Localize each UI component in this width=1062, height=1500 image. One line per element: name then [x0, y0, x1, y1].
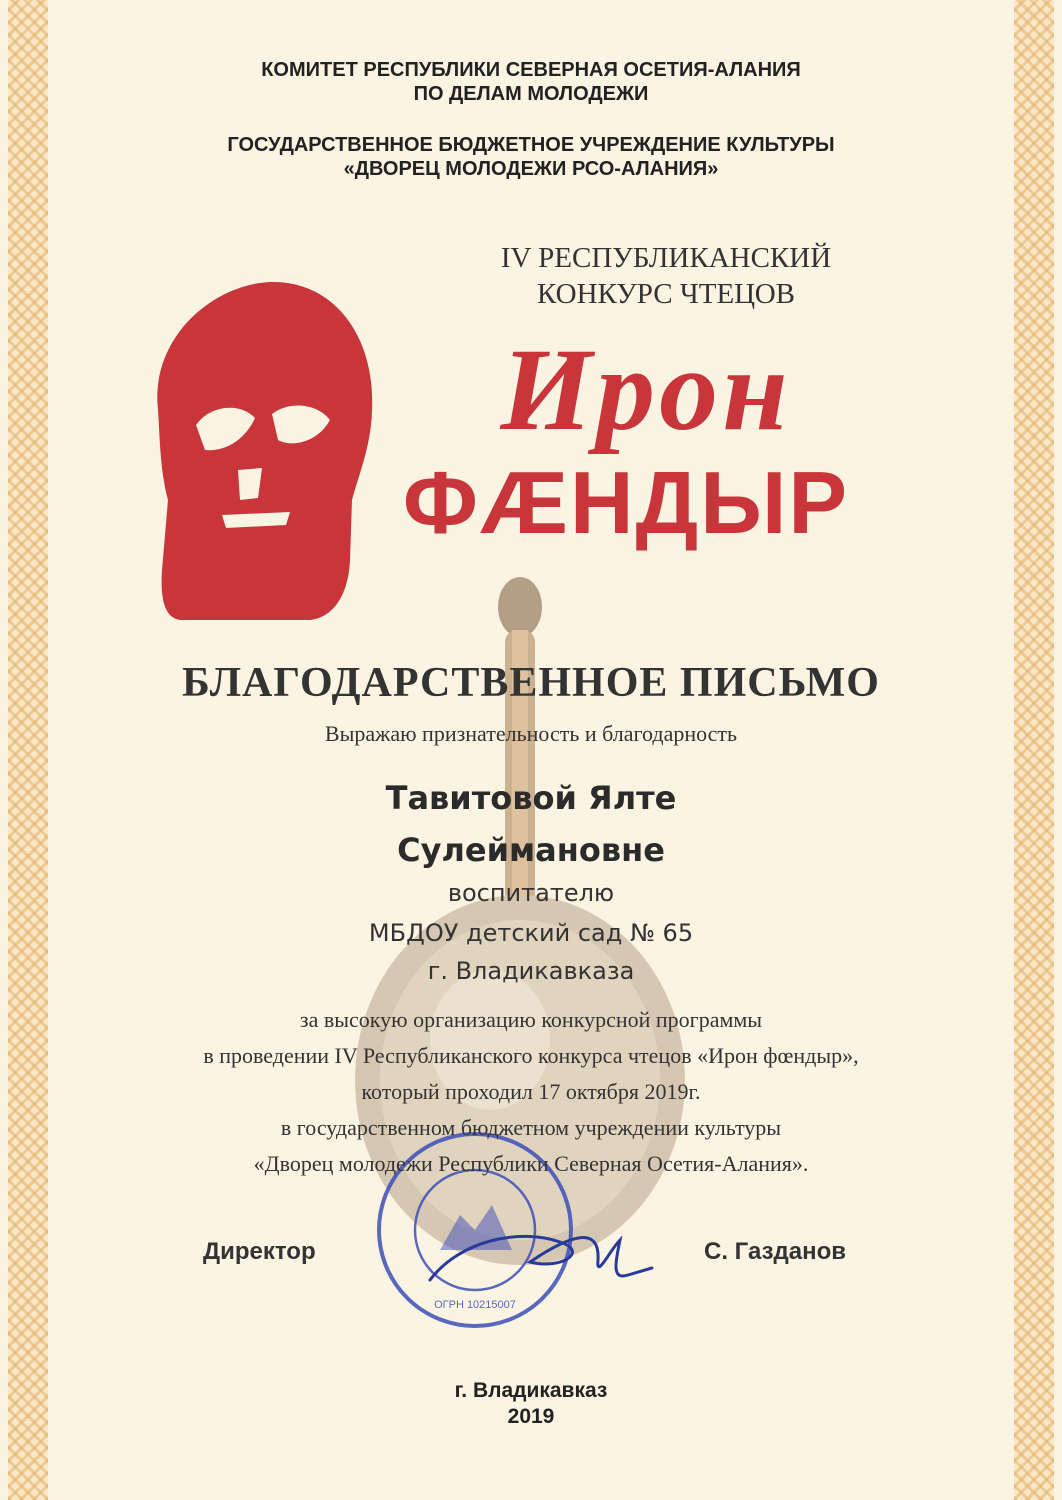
footer-year: 2019 — [507, 1405, 555, 1428]
body-line-2: в проведении IV Республиканского конкурса чтецов «Ирон фœндыр», — [203, 1043, 859, 1068]
committee-name — [0, 58, 1062, 106]
recipient-name-line-2: Сулеймановне — [397, 831, 665, 869]
header-line-3: ГОСУДАРСТВЕННОЕ БЮДЖЕТНОЕ УЧРЕЖДЕНИЕ КУЛЬТУРЫ — [227, 134, 835, 156]
gratitude-phrase: Выражаю признательность и благодарность — [324, 721, 738, 746]
brand-line-1: Ирон — [500, 324, 792, 455]
body-line-1: за высокую организацию конкурсной программы — [299, 1007, 763, 1032]
body-line-5: «Дворец молодежи Республики Северная Осетия-Алания». — [253, 1151, 809, 1176]
recipient-position: воспитателю — [447, 879, 615, 907]
body-line-4: в государственном бюджетном учреждении культуры — [280, 1115, 782, 1140]
footer — [0, 1378, 1062, 1430]
body-line-3: который проходил 17 октября 2019г. — [361, 1079, 701, 1104]
header-line-2: ПО ДЕЛАМ МОЛОДЕЖИ — [413, 83, 649, 105]
red-face-logo-icon — [157, 282, 372, 620]
letter-body — [0, 1002, 1062, 1182]
letter-title: БЛАГОДАРСТВЕННОЕ ПИСЬМО — [182, 660, 880, 706]
footer-city: г. Владикавказ — [454, 1379, 608, 1402]
contest-title-line-2: КОНКУРС ЧТЕЦОВ — [537, 278, 795, 310]
header-line-4: «ДВОРЕЦ МОЛОДЕЖИ РСО-АЛАНИЯ» — [343, 158, 719, 180]
recipient-city: г. Владикавказа — [427, 957, 635, 985]
signatory-role: Директор — [203, 1238, 316, 1265]
stamp-ogrn: ОГРН 10215007 — [434, 1299, 516, 1311]
recipient-organization: МБДОУ детский сад № 65 — [368, 919, 694, 947]
brand-line-2: ФÆНДЫР — [402, 453, 850, 552]
institution-name — [0, 133, 1062, 181]
header-line-1: КОМИТЕТ РЕСПУБЛИКИ СЕВЕРНАЯ ОСЕТИЯ-АЛАНИЯ — [261, 59, 801, 81]
contest-title-line-1: IV РЕСПУБЛИКАНСКИЙ — [500, 242, 832, 274]
contest-title — [400, 240, 932, 312]
recipient-name-line-1: Тавитовой Ялте — [385, 779, 677, 817]
signatory-name: С. Газданов — [704, 1238, 847, 1265]
